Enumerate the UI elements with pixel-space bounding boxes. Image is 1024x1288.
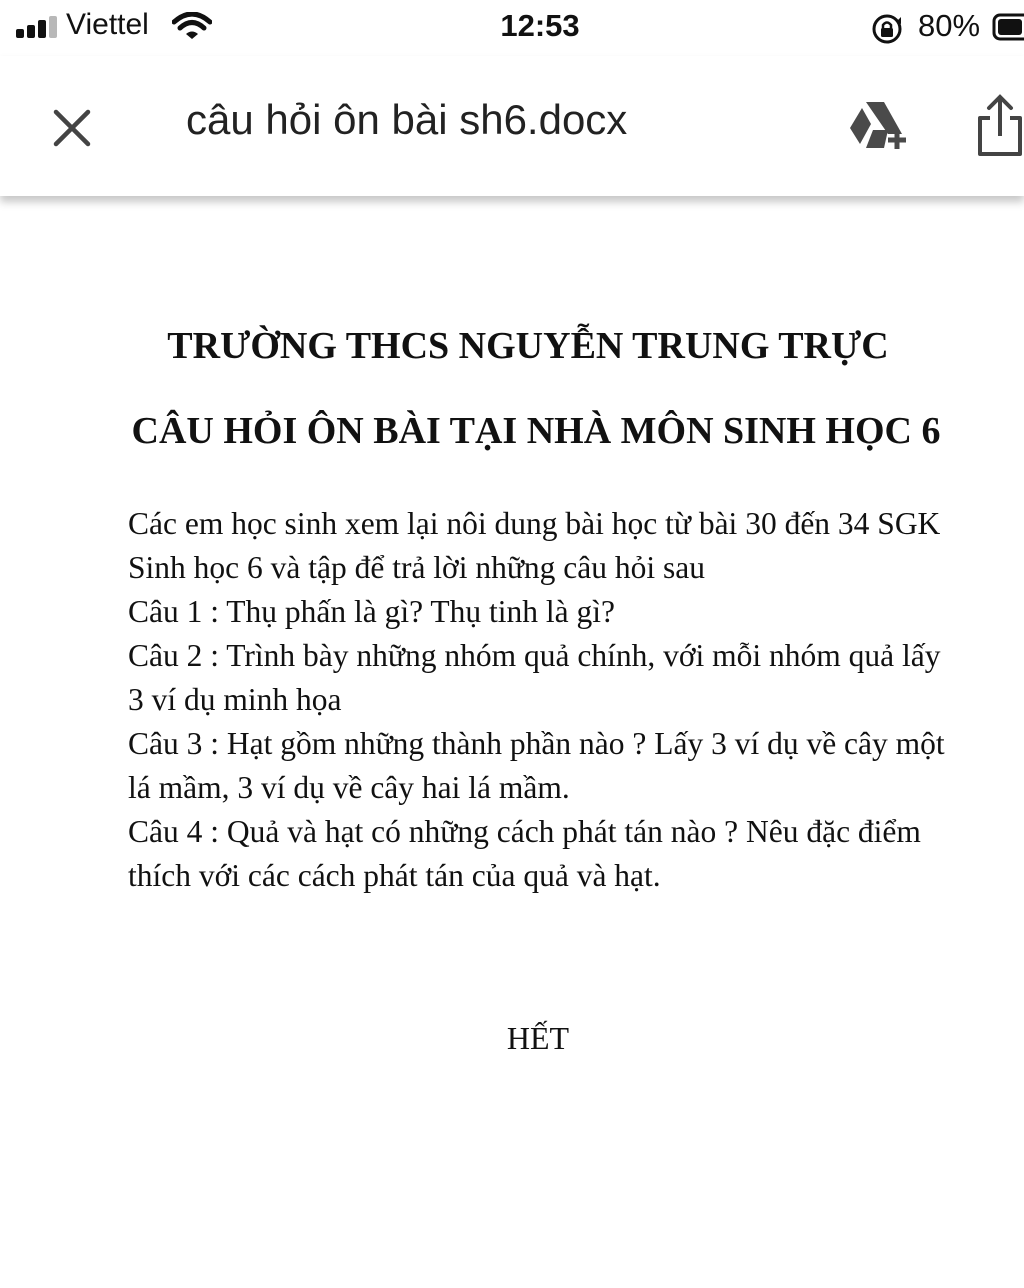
document-title: câu hỏi ôn bài sh6.docx (186, 96, 628, 143)
document-heading: CÂU HỎI ÔN BÀI TẠI NHÀ MÔN SINH HỌC 6 (131, 410, 941, 452)
status-bar (0, 0, 1024, 56)
question-1: Câu 1 : Thụ phấn là gì? Thụ tinh là gì? (128, 594, 616, 629)
question-2: Câu 2 : Trình bày những nhóm quả chính, với mỗi nhóm quả lấy 3 ví dụ minh họa (128, 638, 941, 717)
add-to-drive-icon[interactable] (844, 96, 908, 158)
battery-percent: 80% (918, 8, 981, 43)
end-text: HẾT (506, 1020, 570, 1056)
document-page (0, 196, 1024, 1288)
intro-paragraph: Các em học sinh xem lại nôi dung bài học từ bài 30 đến 34 SGK Sinh học 6 và tập để trả lời những câu hỏi sau (128, 506, 941, 585)
question-3: Câu 3 : Hạt gồm những thành phần nào ? Lấy 3 ví dụ về cây một lá mầm, 3 ví dụ về cây hai lá mầm. (128, 726, 945, 805)
app-bar (0, 56, 1024, 196)
orientation-lock-icon (870, 12, 904, 46)
share-icon[interactable] (972, 92, 1024, 158)
status-time: 12:53 (500, 8, 580, 43)
question-4: Câu 4 : Quả và hạt có những cách phát tán nào ? Nêu đặc điểm thích với các cách phát tán của quả và hạt. (128, 814, 921, 893)
battery-icon (992, 13, 1024, 41)
close-icon[interactable] (44, 100, 100, 156)
carrier-name: Viettel (66, 8, 149, 41)
document-body (128, 502, 958, 898)
school-heading: TRƯỜNG THCS NGUYỄN TRUNG TRỰC (167, 325, 889, 367)
